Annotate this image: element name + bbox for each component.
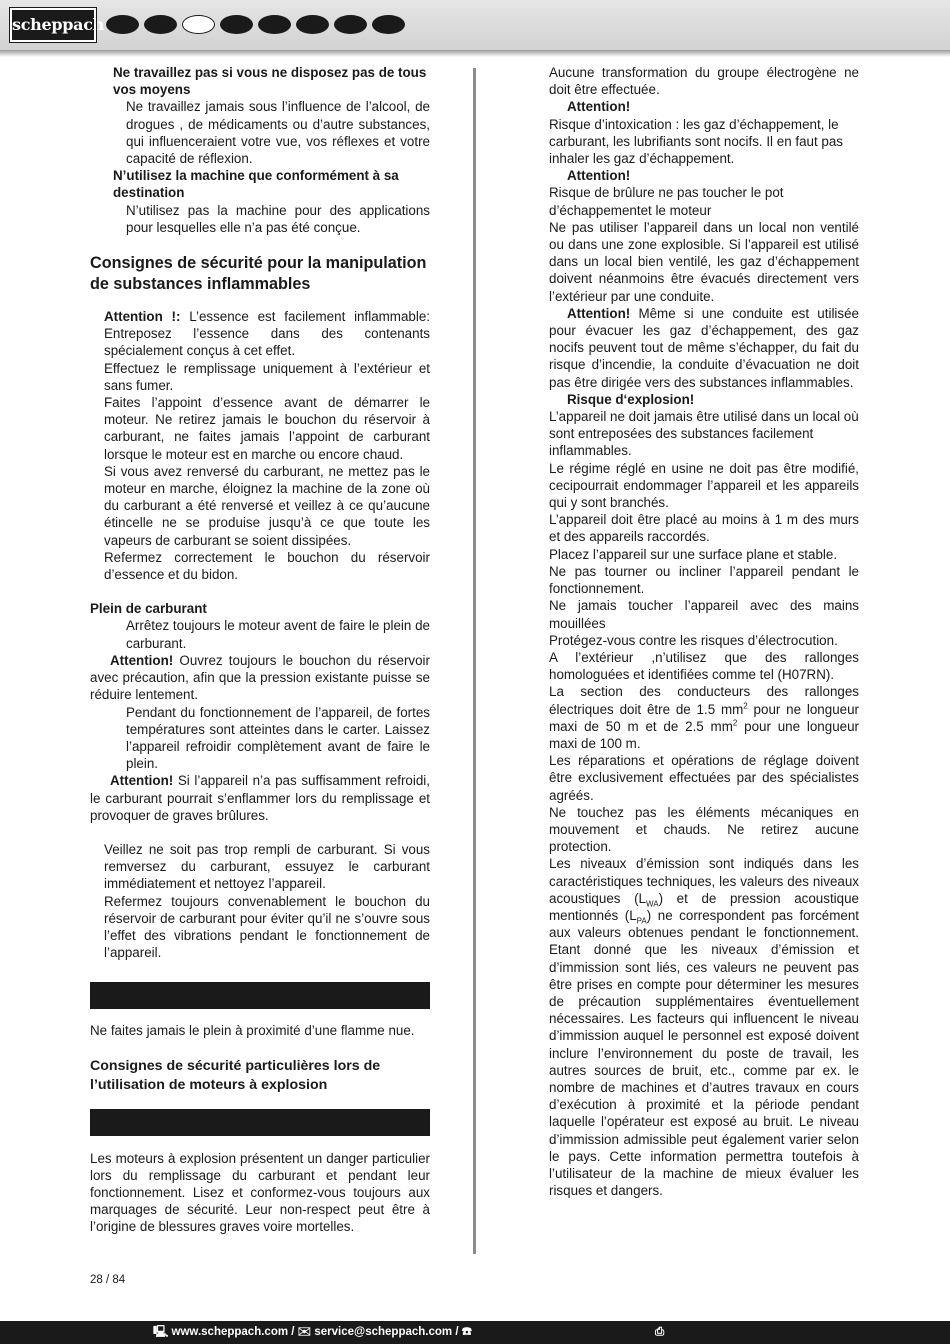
chapter-dots bbox=[106, 15, 405, 34]
paragraph-brulure: Risque de brûlure ne pas toucher le pot d’échappementet le moteur bbox=[549, 185, 784, 218]
scheppach-logo: scheppach bbox=[10, 8, 96, 42]
header-shadow bbox=[0, 50, 950, 57]
chapter-dot bbox=[258, 15, 291, 34]
paragraph-emission bbox=[549, 855, 859, 1199]
fax-icon: ⎙ bbox=[655, 1326, 665, 1338]
paragraph-line: Faites l’appoint d’essence avant de démarrer le moteur. Ne retirez jamais le bouchon du réservoir à carburant, ne faites jamais l’appoint de carburant lorsque le moteur est en marche ou encore chaud. bbox=[104, 395, 430, 462]
paragraph-ventilation: Ne pas utiliser l’appareil dans un local non ventilé ou dans une zone explosible. Si l’appareil est utilisé dans un local bien ventilé, les gaz d’échappement doivent néanmoins être évacués directement vers l’extérieur par une conduite. bbox=[549, 219, 859, 304]
paragraph-line: Effectuez le remplissage uniquement à l’extérieur et sans fumer. bbox=[104, 360, 430, 393]
paragraph-rallonges: A l’extérieur ,n’utilisez que des rallonges homologuées et identifiées comme tel (H07RN). bbox=[549, 649, 859, 683]
paragraph-local: L’appareil ne doit jamais être utilisé dans un local où sont entreposées des substances facilement inflammables. bbox=[549, 409, 859, 459]
subscript: PA bbox=[636, 916, 647, 926]
section-title-plein: Plein de carburant bbox=[90, 601, 207, 617]
emission-text-b: ) et de pression acoustique mentionnés (L bbox=[549, 890, 859, 923]
chapter-dot bbox=[372, 15, 405, 34]
heading-inflammables: Consignes de sécurité pour la manipulation de substances inflammables bbox=[90, 254, 427, 294]
attention-label: Attention !: bbox=[104, 309, 181, 325]
chapter-dot-active bbox=[182, 15, 215, 34]
attention-paragraph bbox=[90, 308, 430, 360]
paragraph-electrocution: Protégez-vous contre les risques d’électrocution. bbox=[549, 632, 838, 648]
paragraph-surface: Placez l’appareil sur une surface plane et stable. bbox=[549, 546, 838, 562]
superscript: 2 bbox=[732, 718, 738, 728]
paragraph-reparations: Les réparations et opérations de réglage doivent être exclusivement effectuées par des spécialistes agréés. bbox=[549, 753, 859, 803]
right-column bbox=[549, 64, 859, 1199]
paragraph-moyens: Ne travaillez jamais sous l’influence de l’alcool, de drogues , de médicaments ou d’autre substances, qui influenceraient votre vue, vos réflexes et votre capacité de réflexion. bbox=[126, 99, 430, 167]
chapter-dot bbox=[106, 15, 139, 34]
section-text-b: pour ne longueur maxi de 50 m et de 2.5 mm bbox=[549, 701, 859, 734]
attention-conduite-paragraph bbox=[549, 305, 859, 391]
page-number: 28 / 84 bbox=[90, 1274, 126, 1286]
paragraph-transformation: Aucune transformation du groupe électrogène ne doit être effectuée. bbox=[549, 65, 859, 98]
paragraph-line: Refermez correctement le bouchon du réservoir d’essence et du bidon. bbox=[104, 549, 430, 583]
mail-icon: ✉ bbox=[297, 1326, 312, 1338]
section-text-a: La section des conducteurs des rallonges électriques doit être de 1.5 mm bbox=[549, 684, 859, 717]
heading-moteurs: Consignes de sécurité particulières lors de l’utilisation de moteurs à explosion bbox=[90, 1057, 381, 1093]
paragraph-section bbox=[549, 683, 859, 752]
attention-2-text: Ouvrez toujours le bouchon du réservoir avec précaution, afin que la pression existante puisse se réduire lentement. bbox=[90, 652, 430, 703]
phone-icon: ☎ bbox=[461, 1326, 472, 1338]
paragraph-distance: L’appareil doit être placé au moins à 1 m des murs et des appareils raccordés. bbox=[549, 512, 859, 545]
separator: / bbox=[288, 1326, 298, 1338]
attention-conduite-text: Même si une conduite est utilisée pour évacuer les gaz d’échappement, des gaz nocifs peuvent tout de même s’échapper, du fait du risque d’incendie, la conduite d’évacuation ne doit pas être dirigée vers des substances inflammables. bbox=[549, 305, 859, 390]
column-divider bbox=[473, 68, 476, 1254]
chapter-dot bbox=[220, 15, 253, 34]
chapter-dot bbox=[334, 15, 367, 34]
chapter-dot bbox=[144, 15, 177, 34]
warning-bar bbox=[90, 982, 430, 1009]
chapter-dot bbox=[296, 15, 329, 34]
email-link[interactable]: service@scheppach.com bbox=[314, 1326, 453, 1338]
paragraph-mecaniques: Ne touchez pas les éléments mécaniques en mouvement et chauds. Ne retirez aucune protection. bbox=[549, 804, 859, 855]
paragraph-moteurs: Les moteurs à explosion présentent un danger particulier lors du remplissage du carburant et pendant leur fonctionnement. Lisez et conformez-vous toujours aux marquages de sécurité. Leur non-respect peut être à l’origine de blessures graves voire mortelles. bbox=[90, 1150, 430, 1235]
paragraph-plein-1: Arrêtez toujours le moteur avent de faire le plein de carburant. bbox=[126, 618, 430, 651]
emission-text-c: ) ne correspondent pas forcément aux valeurs obtenues pendant le fonctionnement. Etant donné que les niveaux d’émission et d’immission sont liés, ces valeurs ne peuvent pas être prises en compte pour déterminer les mesures de précaution supplémentaires éventuellement nécessaires. Les facteurs qui influencent le niveau d’immission auquel le personnel est exposé doivent inclure l’environnement du poste de travail, les autres sources de bruit, etc., comme par ex. le nombre de machines et d’autres travaux en cours d’exécution à proximité et la période pendant laquelle l’opérateur est exposé au bruit. Le niveau d’immission admissible peut également varier selon le pays. Cette information permettra toutefois à l’utilisateur de la machine de mieux évaluer les risques et dangers. bbox=[549, 907, 859, 1199]
section-title-moyens: Ne travaillez pas si vous ne disposez pas de tous vos moyens bbox=[113, 65, 427, 98]
attention-2-label: Attention! bbox=[110, 652, 174, 668]
paragraph-incliner: Ne pas tourner ou incliner l’appareil pendant le fonctionnement. bbox=[549, 563, 859, 597]
left-column bbox=[90, 64, 430, 1236]
paragraph-plein-2: Pendant du fonctionnement de l’appareil, de fortes températures sont atteintes dans le carter. Laissez l’appareil refroidir complètement avant de faire le plein. bbox=[126, 704, 430, 772]
separator: / bbox=[452, 1326, 462, 1338]
emission-text-a: Les niveaux d’émission sont indiqués dans les caractéristiques techniques, les valeurs des niveaux acoustiques (L bbox=[549, 856, 859, 906]
attention-text: L’essence est facilement inflammable: Entreposez l’essence dans des contenants spécialement conçus à cet effet. bbox=[104, 309, 430, 359]
page-header bbox=[0, 0, 950, 50]
paragraph-veillez: Veillez ne soit pas trop rempli de carburant. Si vous remversez du carburant, essuyez le carburant immédiatement et nettoyez l’appareil. bbox=[104, 841, 430, 892]
paragraph-line: Si vous avez renversé du carburant, ne mettez pas le moteur en marche, éloignez la machine de la zone où du carburant a été renversé et veillez à ce qu’aucune étincelle ne se produise jusqu’à ce que toute les vapeurs de carburant se soient dissipées. bbox=[104, 463, 430, 548]
computer-icon: 🖳 bbox=[153, 1326, 169, 1338]
paragraph-destination: N’utilisez pas la machine pour des applications pour lesquelles elle n’a pas été conçue. bbox=[126, 202, 430, 235]
superscript: 2 bbox=[743, 701, 748, 711]
warning-bar bbox=[90, 1109, 430, 1136]
attention-2-paragraph bbox=[90, 652, 430, 704]
section-text-c: pour une longueur maxi de 100 m. bbox=[549, 718, 859, 751]
section-title-destination: N’utilisez la machine que conformément à sa destination bbox=[113, 168, 399, 201]
paragraph-refermez: Refermez toujours convenablement le bouchon du réservoir de carburant pour éviter qu’il ne s’ouvre sous l’effet des vibrations pendant le fonctionnement de l’appareil. bbox=[104, 893, 430, 961]
explosion-label: Risque d‘explosion! bbox=[567, 391, 695, 407]
website-link[interactable]: www.scheppach.com bbox=[171, 1326, 289, 1338]
paragraph-regime: Le régime réglé en usine ne doit pas être modifié, cecipourrait endommager l’appareil et les appareils qui y sont branchés. bbox=[549, 460, 859, 511]
attention-3-paragraph bbox=[90, 772, 430, 824]
footer-contact bbox=[153, 1321, 472, 1344]
page-footer bbox=[0, 1321, 950, 1344]
attention-3-text: Si l’appareil n’a pas suffisamment refroidi, le carburant pourrait s’enflammer lors du remplissage et provoquer de graves brûlures. bbox=[90, 773, 430, 823]
subscript: WA bbox=[646, 899, 659, 909]
paragraph-intoxication: Risque d’intoxication : les gaz d’échappement, le carburant, les lubrifiants sont nocifs. Il en faut pas inhaler les gaz d’échappement. bbox=[549, 116, 844, 167]
attention-label: Attention! bbox=[567, 99, 631, 115]
paragraph-flamme: Ne faites jamais le plein à proximité d’une flamme nue. bbox=[90, 1023, 415, 1039]
paragraph-mains: Ne jamais toucher l’appareil avec des mains mouillées bbox=[549, 598, 859, 631]
attention-label: Attention! bbox=[567, 168, 631, 184]
attention-label: Attention! bbox=[567, 305, 631, 321]
attention-3-label: Attention! bbox=[110, 773, 174, 789]
